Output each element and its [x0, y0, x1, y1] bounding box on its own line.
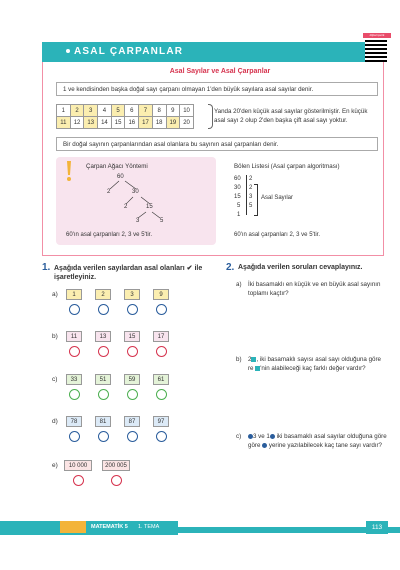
candidate-number: 78 [66, 416, 82, 427]
answer-checkbox[interactable] [69, 431, 80, 442]
header-bullet [66, 49, 70, 53]
publisher-logo [60, 521, 86, 533]
answer-checkbox[interactable] [156, 389, 167, 400]
candidate-number: 15 [124, 331, 140, 342]
answer-checkbox[interactable] [156, 431, 167, 442]
q2b-text: 2 , iki basamaklı sayısı asal sayı olduğuna göre re 'nin alabileceği kaç farklı değer vardır? [248, 356, 381, 372]
answer-checkbox[interactable] [69, 346, 80, 357]
q2c-text: 3 ve 1 iki basamaklı asal sayılar olduğuna göre göre yerine yazılabilecek kaç tane sayı vardır? [248, 433, 387, 449]
division-divisor: 2 [249, 176, 253, 182]
candidate-number: 1 [66, 289, 82, 300]
footer-unit: 1. TEMA [138, 524, 160, 530]
answer-checkbox[interactable] [111, 475, 122, 486]
q2b-text-2: , iki basamaklı sayısı asal sayı olduğuna göre [256, 356, 381, 363]
number-cell: 10 [180, 105, 194, 117]
number-table [56, 104, 194, 129]
candidate-number: 11 [66, 331, 82, 342]
division-brace-label: Asal Sayılar [261, 195, 294, 201]
division-line [246, 175, 247, 215]
candidate-number: 2 [95, 289, 111, 300]
answer-checkbox[interactable] [127, 389, 138, 400]
question-1-row-label: e) [52, 462, 58, 469]
table-brace [208, 104, 213, 129]
number-cell: 20 [180, 117, 194, 129]
tree-node-5: 5 [160, 218, 164, 224]
number-cell: 2 [70, 105, 84, 117]
blank-dot-icon [262, 443, 267, 448]
tree-node-2b: 2 [124, 204, 128, 210]
question-2-number: 2. [226, 262, 235, 273]
q2b-text-3: 'nin alabileceği kaç farklı değer vardır? [260, 365, 366, 372]
number-cell: 4 [98, 105, 112, 117]
factor-definition: Bir doğal sayının çarpanlarından asal olanlara bu sayının asal çarpanları denir. [56, 137, 378, 151]
q2b-text-1: 2 [248, 356, 252, 363]
division-dividend: 30 [234, 185, 241, 191]
section-title: ASAL ÇARPANLAR [74, 46, 184, 57]
number-cell: 14 [98, 117, 112, 129]
number-cell: 17 [139, 117, 153, 129]
answer-checkbox[interactable] [98, 389, 109, 400]
candidate-number: 9 [153, 289, 169, 300]
exclamation-icon [62, 160, 76, 182]
tree-node-30: 30 [132, 189, 139, 195]
question-1-text: Aşağıda verilen sayılardan asal olanları ✔ ile işaretleyiniz. [54, 265, 203, 281]
candidate-number: 33 [66, 374, 82, 385]
q2a-label: a) [236, 281, 242, 288]
factor-tree-caption: 60'ın asal çarpanları 2, 3 ve 5'tir. [66, 232, 153, 238]
answer-checkbox[interactable] [98, 304, 109, 315]
q2c-text-3: yerine yazılabilecek kaç tane sayı vardır? [268, 442, 382, 449]
candidate-number: 13 [95, 331, 111, 342]
number-cell: 16 [125, 117, 139, 129]
info-subtitle: Asal Sayılar ve Asal Çarpanlar [169, 68, 271, 75]
tree-node-3: 3 [136, 218, 140, 224]
prime-definition: 1 ve kendisinden başka doğal sayı çarpanı olmayan 1'den büyük sayılara asal sayılar denir. [56, 82, 378, 96]
answer-checkbox[interactable] [73, 475, 84, 486]
question-1-row-label: c) [52, 376, 58, 383]
qr-label: dijital içerik [363, 33, 391, 38]
number-cell: 9 [166, 105, 180, 117]
question-1-number: 1. [42, 262, 51, 273]
tree-node-60: 60 [117, 174, 124, 180]
number-cell: 5 [111, 105, 125, 117]
question-1-row-label: d) [52, 418, 58, 425]
prime-note: Yanda 20'den küçük asal sayılar gösterilmiştir. En küçük asal sayı 2 olup 2'den başka çift asal sayı yoktur. [214, 108, 368, 124]
division-dividend: 1 [237, 212, 241, 218]
answer-checkbox[interactable] [127, 346, 138, 357]
number-cell: 7 [139, 105, 153, 117]
q2b-label: b) [236, 356, 242, 363]
answer-checkbox[interactable] [69, 304, 80, 315]
candidate-number: 81 [95, 416, 111, 427]
question-2-text: Aşağıda verilen soruları cevaplayınız. [238, 264, 363, 271]
candidate-number: 200 005 [102, 460, 130, 471]
candidate-number: 97 [153, 416, 169, 427]
factor-tree-title: Çarpan Ağacı Yöntemi [86, 163, 148, 170]
division-divisor: 5 [249, 203, 253, 209]
candidate-number: 51 [95, 374, 111, 385]
candidate-number: 10 000 [64, 460, 92, 471]
division-caption: 60'ın asal çarpanları 2, 3 ve 5'tir. [234, 232, 321, 238]
tree-node-15: 15 [146, 204, 153, 210]
division-divisor: 2 [249, 185, 253, 191]
number-cell: 3 [84, 105, 98, 117]
q2c-label: c) [236, 433, 242, 440]
answer-checkbox[interactable] [98, 346, 109, 357]
number-cell: 6 [125, 105, 139, 117]
footer-subject: MATEMATİK 5 [91, 524, 128, 530]
question-1-row-label: a) [52, 291, 58, 298]
q2c-text-1: 3 ve 1 [253, 433, 270, 440]
division-divisor: 3 [249, 194, 253, 200]
division-dividend: 60 [234, 176, 241, 182]
q2a-text: İki basamaklı en küçük ve en büyük asal sayının toplamı kaçtır? [248, 281, 381, 297]
number-cell: 1 [57, 105, 71, 117]
candidate-number: 59 [124, 374, 140, 385]
answer-checkbox[interactable] [98, 431, 109, 442]
answer-checkbox[interactable] [127, 304, 138, 315]
division-brace [254, 184, 258, 216]
number-cell: 15 [111, 117, 125, 129]
answer-checkbox[interactable] [69, 389, 80, 400]
answer-checkbox[interactable] [156, 304, 167, 315]
qr-code-icon[interactable] [365, 40, 387, 62]
candidate-number: 17 [153, 331, 169, 342]
number-cell: 11 [57, 117, 71, 129]
division-dividend: 5 [237, 203, 241, 209]
division-dividend: 15 [234, 194, 241, 200]
number-cell: 8 [152, 105, 166, 117]
number-cell: 13 [84, 117, 98, 129]
number-cell: 18 [152, 117, 166, 129]
answer-checkbox[interactable] [127, 431, 138, 442]
q2c-text-2: iki basamaklı asal sayılar olduğuna göre [274, 433, 387, 440]
answer-checkbox[interactable] [156, 346, 167, 357]
candidate-number: 87 [124, 416, 140, 427]
division-title: Bölen Listesi (Asal çarpan algoritması) [234, 163, 340, 170]
candidate-number: 3 [124, 289, 140, 300]
page-number: 113 [366, 521, 388, 534]
question-1-row-label: b) [52, 333, 58, 340]
factor-tree-lines [86, 172, 206, 228]
number-cell: 12 [70, 117, 84, 129]
tree-node-2: 2 [107, 189, 111, 195]
number-cell: 19 [166, 117, 180, 129]
candidate-number: 61 [153, 374, 169, 385]
